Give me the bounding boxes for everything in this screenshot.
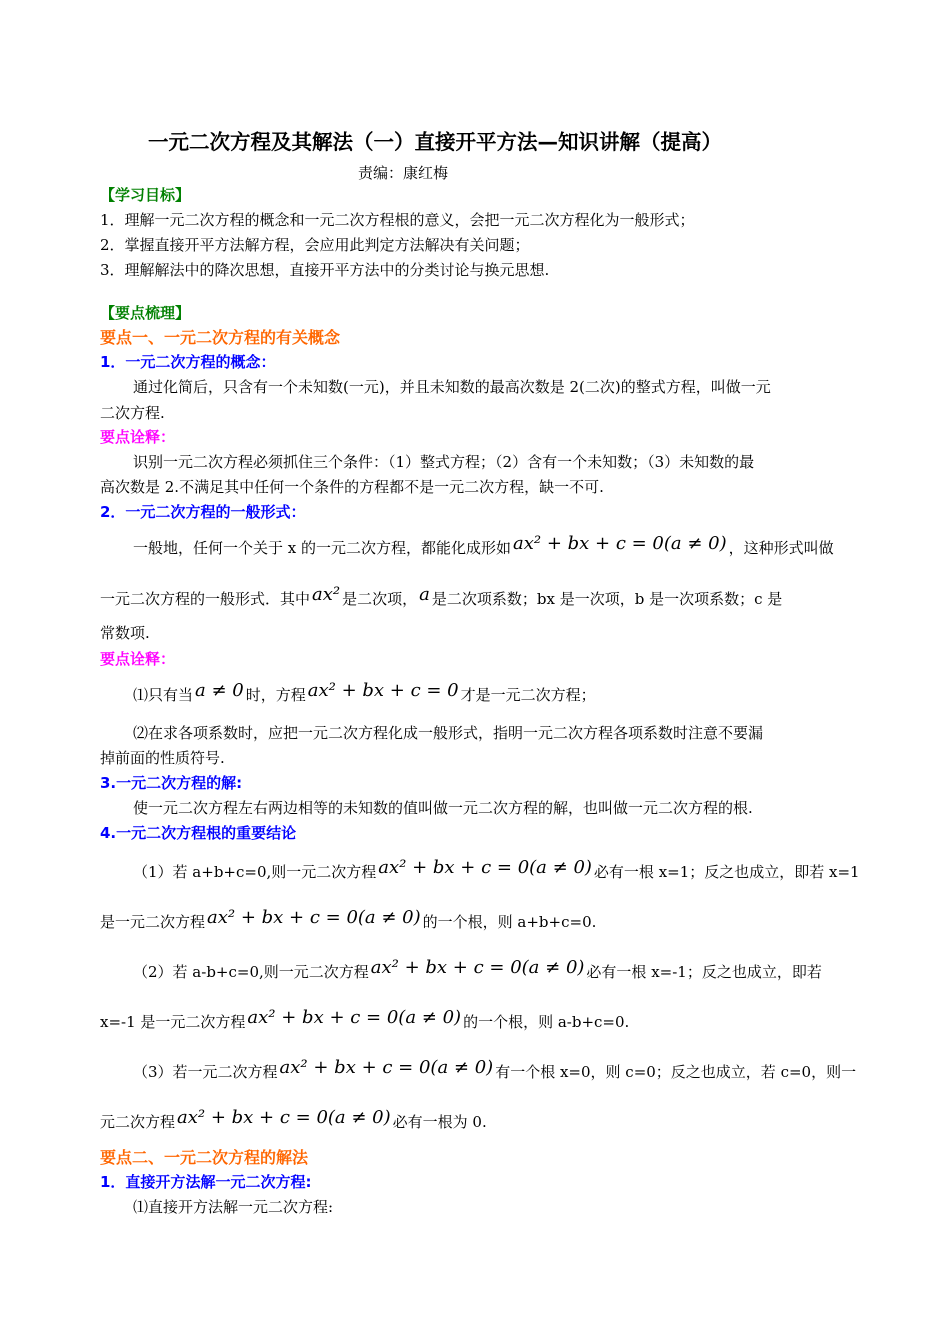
p1-2-line1 (133, 533, 834, 557)
p1-2-text: ，这种形式叫做 (728, 539, 834, 557)
p1-1-note: 高次数是 2.不满足其中任何一个条件的方程都不是一元二次方程，缺一不可. (100, 478, 604, 496)
result-2-line1 (133, 957, 822, 981)
p1-2-note2: ⑵在求各项系数时，应把一元二次方程化成一般形式，指明一元二次方程各项系数时注意不要漏 (133, 724, 764, 742)
p1-2-note1 (133, 680, 596, 704)
result-text: 有一个根 x=0，则 c=0；反之也成立，若 c=0，则一 (495, 1063, 857, 1081)
point2-heading: 要点二、一元二次方程的解法 (100, 1148, 309, 1167)
result-text: （1）若 a+b+c=0,则一元二次方程 (133, 863, 377, 881)
note-text: ⑴只有当 (133, 686, 194, 704)
note-label: 要点诠释： (100, 428, 176, 446)
note-text: 时，方程 (245, 686, 306, 704)
page-title: 一元二次方程及其解法（一）直接开平方法—知识讲解（提高） (148, 130, 722, 154)
note-text: 才是一元二次方程； (460, 686, 596, 704)
a-ne-0-formula: a ≠ 0 (195, 680, 244, 701)
p2-1-heading: 1．直接开方法解一元二次方程: (100, 1173, 312, 1191)
p1-2-line2 (100, 584, 782, 608)
general-form-formula: ax² + bx + c = 0(a ≠ 0) (247, 1007, 462, 1028)
ax2-formula: ax² (312, 584, 341, 605)
result-1-line1 (133, 857, 860, 881)
result-3-line1 (133, 1057, 856, 1081)
a-formula: a (419, 584, 430, 605)
result-2-line2 (100, 1007, 629, 1031)
general-form-formula: ax² + bx + c = 0(a ≠ 0) (279, 1057, 494, 1078)
points-heading: 【要点梳理】 (100, 304, 191, 322)
general-form-formula: ax² + bx + c = 0(a ≠ 0) (513, 533, 727, 554)
p1-2-text: 是二次项， (342, 590, 418, 608)
result-3-line2 (100, 1107, 487, 1131)
result-text: 的一个根，则 a+b+c=0. (422, 913, 597, 931)
point1-heading: 要点一、一元二次方程的有关概念 (100, 328, 341, 347)
p1-2-text: 常数项. (100, 624, 150, 642)
p1-1-text: 通过化简后，只含有一个未知数(一元)，并且未知数的最高次数是 2(二次)的整式方程，叫做一元 (133, 378, 771, 396)
p2-1-text: ⑴直接开方法解一元二次方程: (133, 1198, 334, 1216)
result-text: 是一元二次方程 (100, 913, 206, 931)
p1-3-heading: 3.一元二次方程的解: (100, 774, 243, 792)
p1-2-text: 一般地，任何一个关于 x 的一元二次方程，都能化成形如 (133, 539, 511, 557)
result-text: 必有一根 x=-1；反之也成立，即若 (586, 963, 822, 981)
p1-1-note: 识别一元二次方程必须抓住三个条件：（1）整式方程；（2）含有一个未知数；（3）未知数的最 (133, 453, 755, 471)
result-text: 必有一根为 0. (392, 1113, 487, 1131)
p1-3-text: 使一元二次方程左右两边相等的未知数的值叫做一元二次方程的解，也叫做一元二次方程的根. (133, 799, 753, 817)
p1-2-heading: 2．一元二次方程的一般形式： (100, 503, 306, 521)
result-text: 的一个根，则 a-b+c=0. (463, 1013, 630, 1031)
goals-heading: 【学习目标】 (100, 186, 191, 204)
result-text: （2）若 a-b+c=0,则一元二次方程 (133, 963, 369, 981)
p1-1-heading: 1．一元二次方程的概念： (100, 353, 276, 371)
goal-item: 1．理解一元二次方程的概念和一元二次方程根的意义，会把一元二次方程化为一般形式； (100, 211, 695, 229)
result-text: 必有一根 x=1；反之也成立，即若 x=1 (593, 863, 860, 881)
p1-2-text: 是二次项系数；bx 是一次项，b 是一次项系数；c 是 (431, 590, 783, 608)
result-text: 元二次方程 (100, 1113, 176, 1131)
goal-item: 2．掌握直接开平方法解方程，会应用此判定方法解决有关问题； (100, 236, 530, 254)
p1-2-text: 一元二次方程的一般形式．其中 (100, 590, 311, 608)
author-line: 责编：康红梅 (358, 164, 449, 182)
note-label: 要点诠释： (100, 650, 176, 668)
p1-1-text: 二次方程. (100, 404, 165, 422)
general-form-formula: ax² + bx + c = 0(a ≠ 0) (370, 957, 585, 978)
p1-2-note2: 掉前面的性质符号. (100, 749, 225, 767)
result-1-line2 (100, 907, 596, 931)
general-form-formula: ax² + bx + c = 0(a ≠ 0) (207, 907, 421, 928)
general-form-formula: ax² + bx + c = 0(a ≠ 0) (177, 1107, 391, 1128)
goal-item: 3．理解解法中的降次思想，直接开平方法中的分类讨论与换元思想. (100, 261, 550, 279)
result-text: x=-1 是一元二次方程 (100, 1013, 246, 1031)
result-text: （3）若一元二次方程 (133, 1063, 278, 1081)
equation-formula: ax² + bx + c = 0 (307, 680, 459, 701)
general-form-formula: ax² + bx + c = 0(a ≠ 0) (378, 857, 592, 878)
p1-4-heading: 4.一元二次方程根的重要结论 (100, 824, 297, 842)
